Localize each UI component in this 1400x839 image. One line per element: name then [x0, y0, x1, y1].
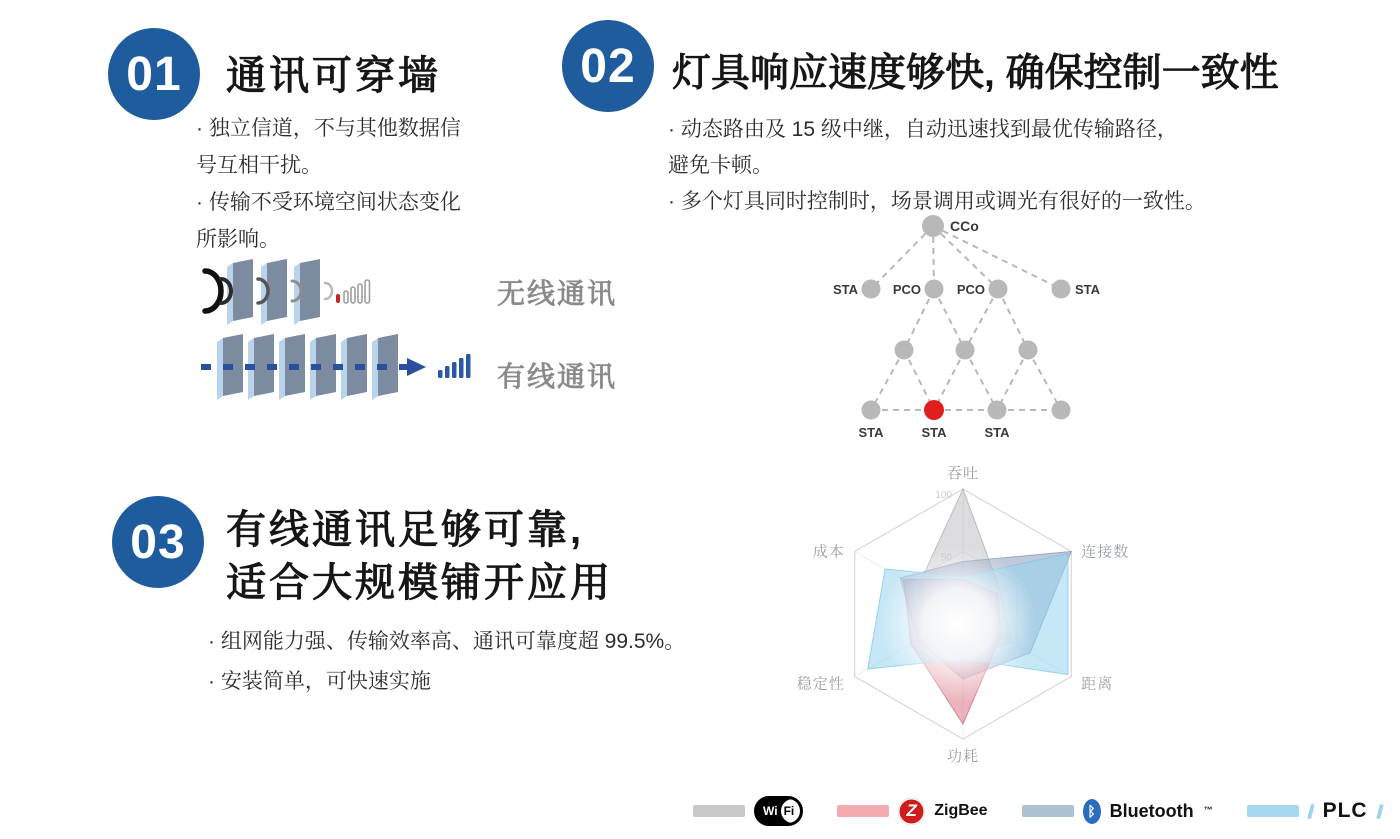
wired-label: 有线通讯: [497, 361, 618, 392]
wireless-label: 无线通讯: [497, 278, 618, 309]
radar-axis-label-0: 吞吐: [946, 465, 980, 482]
radar-axis-label-3: 功耗: [946, 748, 980, 765]
wall-penetration-diagram: [195, 258, 495, 408]
legend-item-zigbee: [837, 798, 987, 825]
wireless-walls-row: [227, 259, 320, 325]
topology-node-label: STA: [921, 425, 947, 440]
bullet-line: · 独立信道，不与其他数据信: [196, 117, 461, 140]
section-03-badge: 03: [112, 496, 204, 588]
section-03-title-line2: 适合大规模铺开应用: [226, 561, 613, 605]
legend-label-plc: PLC: [1322, 799, 1368, 822]
legend-label-bluetooth: Bluetooth: [1109, 800, 1194, 821]
legend-label-zigbee: ZigBee: [934, 802, 988, 819]
radar-tick-label: 100: [935, 490, 952, 501]
radar-axis-label-4: 稳定性: [796, 675, 845, 693]
section-03-bullets: [208, 622, 685, 702]
section-01-badge: 01: [108, 28, 200, 120]
radar-axis-label-2: 距离: [1081, 675, 1114, 693]
legend-item-plc: [1247, 799, 1383, 823]
bluetooth-swatch: [1022, 805, 1074, 817]
section-02-title: 灯具响应速度够快, 确保控制一致性: [672, 52, 1279, 95]
topology-node-label: PCO: [956, 282, 985, 297]
radar-axis-label-5: 成本: [812, 543, 845, 561]
topology-node-label: STA: [984, 425, 1010, 440]
radar-center-glow: [880, 546, 1036, 702]
section-01-title: 通讯可穿墙: [226, 54, 441, 98]
wired-walls-row: [217, 334, 398, 400]
zigbee-swatch: [837, 805, 889, 817]
zigbee-logo-icon: Z: [898, 798, 925, 825]
section-02-bullets: [668, 112, 1206, 220]
section-03-title-line1: 有线通讯足够可靠,: [226, 508, 585, 552]
bullet-line: 避免卡顿。: [668, 154, 773, 177]
radar-legend: [693, 788, 1383, 834]
topology-nodes: [862, 215, 1071, 420]
bluetooth-logo-icon: ᛒ: [1083, 799, 1101, 824]
legend-item-wifi: [693, 796, 803, 826]
bullet-line: · 组网能力强、传输效率高、通讯可靠度超 99.5%。: [208, 630, 686, 653]
plc-signal-left-icon: [1307, 804, 1315, 819]
legend-item-bluetooth: [1022, 799, 1213, 824]
bullet-line: 所影响。: [196, 228, 280, 251]
plc-swatch: [1247, 805, 1299, 817]
radar-axis-label-1: 连接数: [1081, 543, 1130, 561]
topology-node-label: STA: [1075, 282, 1101, 297]
trademark-symbol: ™: [1203, 804, 1213, 815]
section-02-badge: 02: [562, 20, 654, 112]
cco-node: [922, 215, 944, 237]
bullet-line: · 安装简单，可快速实施: [208, 670, 431, 693]
topology-edges: [871, 226, 1061, 410]
protocol-comparison-radar-chart: [790, 452, 1140, 790]
plc-network-topology-diagram: [798, 210, 1138, 460]
bullet-line: · 传输不受环境空间状态变化: [196, 191, 461, 214]
plc-signal-right-icon: [1376, 804, 1384, 819]
section-03-title: [226, 504, 613, 610]
weak-signal-bars-icon: [336, 280, 370, 303]
topology-node-label: PCO: [892, 282, 921, 297]
wifi-logo-left: Wi: [757, 799, 781, 823]
wifi-logo-right: Fi: [781, 799, 801, 823]
wifi-logo-icon: [754, 796, 803, 826]
wifi-swatch: [693, 805, 745, 817]
bullet-line: · 多个灯具同时控制时，场景调用或调光有很好的一致性。: [668, 190, 1206, 213]
bullet-line: 号互相干扰。: [196, 154, 322, 177]
topology-root-label: CCo: [950, 218, 979, 234]
strong-signal-bars-icon: [438, 354, 471, 378]
active-sta-node-red: [924, 400, 944, 420]
bullet-line: · 动态路由及 15 级中继，自动迅速找到最优传输路径，: [668, 118, 1178, 141]
topology-node-label: STA: [832, 282, 858, 297]
section-01-bullets: [196, 110, 461, 258]
topology-node-label: STA: [858, 425, 884, 440]
